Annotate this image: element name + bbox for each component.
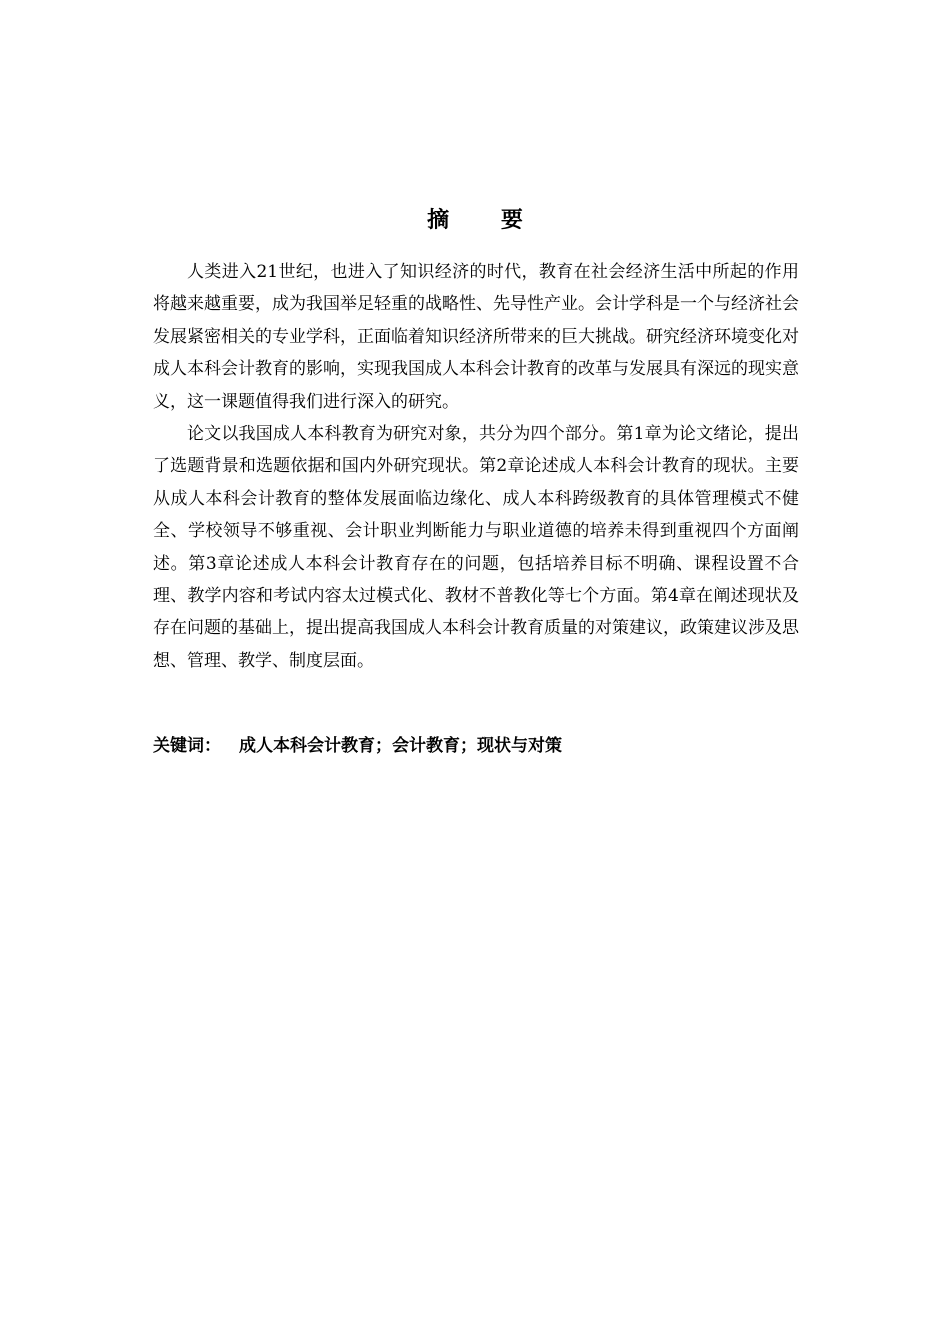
keywords-line: [153, 730, 799, 762]
abstract-heading: 摘 要: [427, 207, 545, 233]
keywords-label: 关键词：: [153, 736, 221, 756]
abstract-body: [153, 256, 799, 677]
abstract-paragraph-2: 论文以我国成人本科教育为研究对象，共分为四个部分。第1章为论文绪论，提出了选题背景和选题依据和国内外研究现状。第2章论述成人本科会计教育的现状。主要从成人本科会计教育的整体发展面临边缘化、成人本科跨级教育的具体管理模式不健全、学校领导不够重视、会计职业判断能力与职业道德的培养未得到重视四个方面阐述。第3章论述成人本科会计教育存在的问题，包括培养目标不明确、课程设置不合理、教学内容和考试内容太过模式化、教材不普教化等七个方面。第4章在阐述现状及存在问题的基础上，提出提高我国成人本科会计教育质量的对策建议，政策建议涉及思想、管理、教学、制度层面。: [153, 424, 799, 671]
keywords-value: 成人本科会计教育；会计教育；现状与对策: [239, 736, 562, 756]
abstract-paragraph-1: 人类进入21世纪，也进入了知识经济的时代，教育在社会经济生活中所起的作用将越来越重要，成为我国举足轻重的战略性、先导性产业。会计学科是一个与经济社会发展紧密相关的专业学科，正面临着知识经济所带来的巨大挑战。研究经济环境变化对成人本科会计教育的影响，实现我国成人本科会计教育的改革与发展具有深远的现实意义，这一课题值得我们进行深入的研究。: [153, 262, 799, 412]
